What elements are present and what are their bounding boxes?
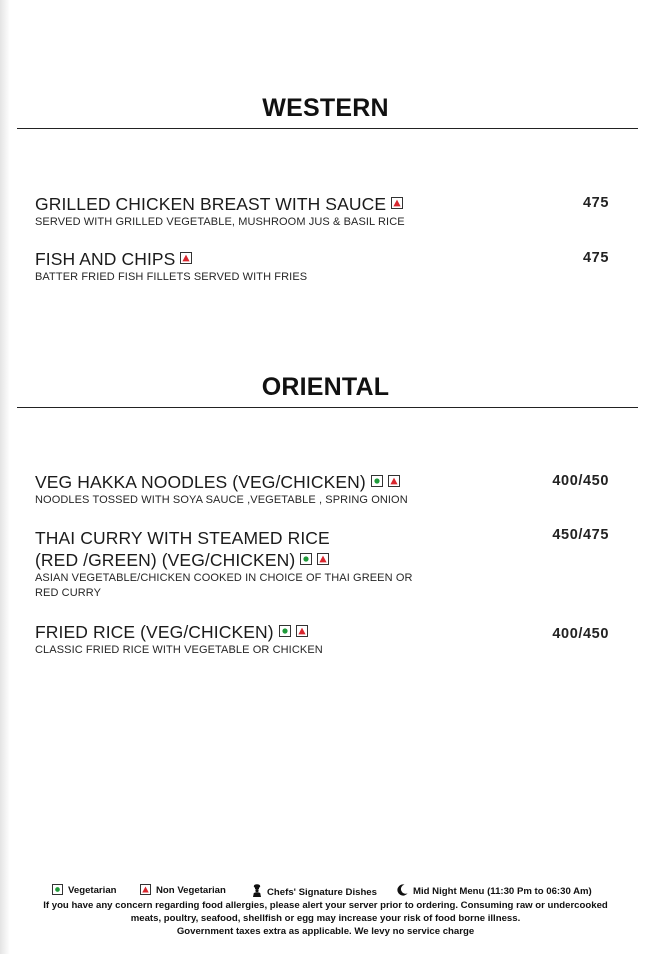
section-divider-oriental <box>17 407 638 408</box>
allergy-notes <box>30 899 621 938</box>
item-price: 475 <box>583 250 609 266</box>
notes-line-2: meats, poultry, seafood, shellfish or egg may increase your risk of food borne illness. <box>130 913 521 924</box>
non-veg-icon <box>180 252 192 264</box>
menu-item-thai-curry <box>35 527 635 601</box>
item-name-line-2: (RED /GREEN) (VEG/CHICKEN) <box>35 550 296 570</box>
item-description-line-1: ASIAN VEGETABLE/CHICKEN COOKED IN CHOICE OF THAI GREEN OR <box>35 572 413 584</box>
item-price: 400/450 <box>552 626 609 642</box>
non-veg-icon <box>317 553 329 565</box>
item-description: BATTER FRIED FISH FILLETS SERVED WITH FRIES <box>35 271 308 283</box>
section-title-western: WESTERN <box>262 94 389 122</box>
veg-icon <box>279 625 291 637</box>
item-price: 450/475 <box>552 527 609 543</box>
non-veg-icon <box>140 884 151 895</box>
item-name: FRIED RICE (VEG/CHICKEN) <box>35 622 274 642</box>
item-name: GRILLED CHICKEN BREAST WITH SAUCE <box>35 194 387 214</box>
menu-item-fish-and-chips <box>35 248 635 285</box>
veg-icon <box>52 884 63 895</box>
notes-line-1: If you have any concern regarding food allergies, please alert your server prior to ordering. Consuming raw or undercooked <box>43 900 608 911</box>
non-veg-icon <box>388 475 400 487</box>
legend-vegetarian: Vegetarian <box>52 884 117 898</box>
item-name: VEG HAKKA NOODLES (VEG/CHICKEN) <box>35 472 366 492</box>
menu-item-grilled-chicken <box>35 193 635 230</box>
menu-item-fried-rice <box>35 621 635 658</box>
item-description: SERVED WITH GRILLED VEGETABLE, MUSHROOM JUS & BASIL RICE <box>35 216 405 228</box>
veg-icon <box>300 553 312 565</box>
menu-item-veg-hakka-noodles <box>35 471 635 508</box>
item-price: 475 <box>583 195 609 211</box>
section-divider-western <box>17 128 638 129</box>
legend-non-vegetarian: Non Vegetarian <box>140 884 226 898</box>
item-description-line-2: RED CURRY <box>35 587 102 599</box>
item-name: FISH AND CHIPS <box>35 249 176 269</box>
legend <box>52 884 612 898</box>
legend-midnight-menu: Mid Night Menu (11:30 Pm to 06:30 Am) <box>397 884 592 901</box>
non-veg-icon <box>296 625 308 637</box>
page-edge-shadow <box>0 0 10 954</box>
item-name-line-1: THAI CURRY WITH STEAMED RICE <box>35 528 330 548</box>
item-price: 400/450 <box>552 473 609 489</box>
section-title-oriental: ORIENTAL <box>261 373 390 401</box>
legend-chefs-signature: Chefs' Signature Dishes <box>252 884 377 902</box>
notes-line-3: Government taxes extra as applicable. We levy no service charge <box>176 926 475 937</box>
item-description: NOODLES TOSSED WITH SOYA SAUCE ,VEGETABLE , SPRING ONION <box>35 494 408 506</box>
item-description: CLASSIC FRIED RICE WITH VEGETABLE OR CHICKEN <box>35 644 323 656</box>
non-veg-icon <box>391 197 403 209</box>
veg-icon <box>371 475 383 487</box>
